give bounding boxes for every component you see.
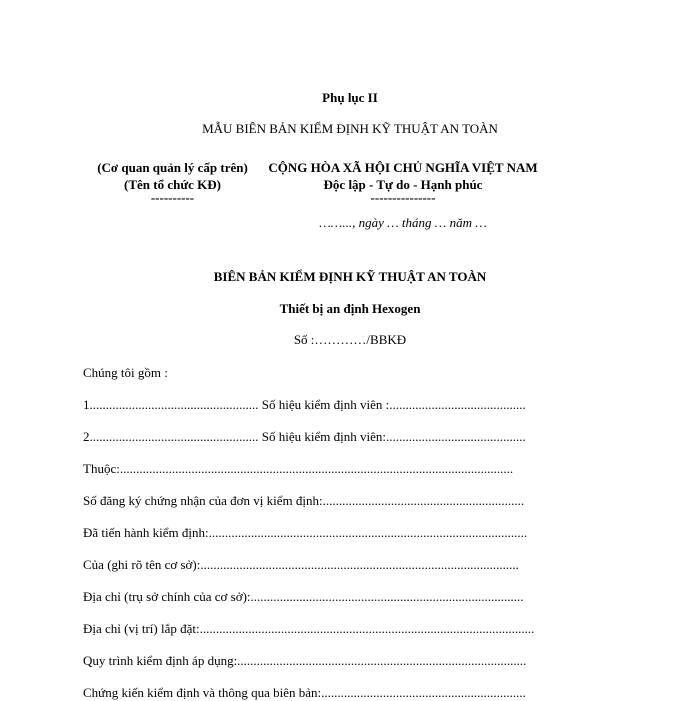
national-motto: Độc lập - Tự do - Hạnh phúc <box>323 177 483 192</box>
left-header <box>80 160 265 206</box>
form-field-inspector-1: 1.................................................... Số hiệu kiểm định viên :.......................................... <box>83 397 526 412</box>
intro-text: Chúng tôi gồm : <box>83 365 168 380</box>
form-field-inspector-2: 2.................................................... Số hiệu kiểm định viên:........................................... <box>83 429 526 444</box>
national-title: CỘNG HÒA XÃ HỘI CHỦ NGHĨA VIỆT NAM <box>268 160 538 175</box>
form-field-facility-address: Địa chỉ (trụ sở chính của cơ sở):.................................................................................... <box>83 589 524 604</box>
document-title: BIÊN BẢN KIỂM ĐỊNH KỸ THUẬT AN TOÀN <box>213 269 487 284</box>
form-field-install-location: Địa chỉ (vị trí) lắp đặt:....................................................................................................... <box>83 621 535 636</box>
form-field-procedure: Quy trình kiểm định áp dụng:......................................................................................... <box>83 653 527 668</box>
form-field-belongs-to: Thuộc:......................................................................................................................... <box>83 461 514 476</box>
form-field-registration-no: Số đăng ký chứng nhận của đơn vị kiểm định:.............................................................. <box>83 493 525 508</box>
date-line: ……..., ngày … tháng … năm … <box>319 215 487 230</box>
right-header-rule: --------------- <box>370 190 436 205</box>
document-number: Số :…………/BBKĐ <box>293 332 407 347</box>
right-header <box>268 160 538 206</box>
device-name: Thiết bị an định Hexogen <box>279 301 421 316</box>
form-field-witness: Chứng kiến kiểm định và thông qua biên bản:............................................................... <box>83 685 526 700</box>
left-header-line2: (Tên tổ chức KĐ) <box>124 177 221 192</box>
form-title: MẪU BIÊN BẢN KIỂM ĐỊNH KỸ THUẬT AN TOÀN <box>202 121 498 136</box>
form-field-facility-name: Của (ghi rõ tên cơ sở):.................................................................................................. <box>83 557 519 572</box>
left-header-line1: (Cơ quan quản lý cấp trên) <box>97 160 248 175</box>
appendix-label: Phụ lục II <box>322 90 378 105</box>
form-field-inspected: Đã tiến hành kiểm định:.................................................................................................. <box>83 525 528 540</box>
left-header-rule: ---------- <box>150 190 195 205</box>
